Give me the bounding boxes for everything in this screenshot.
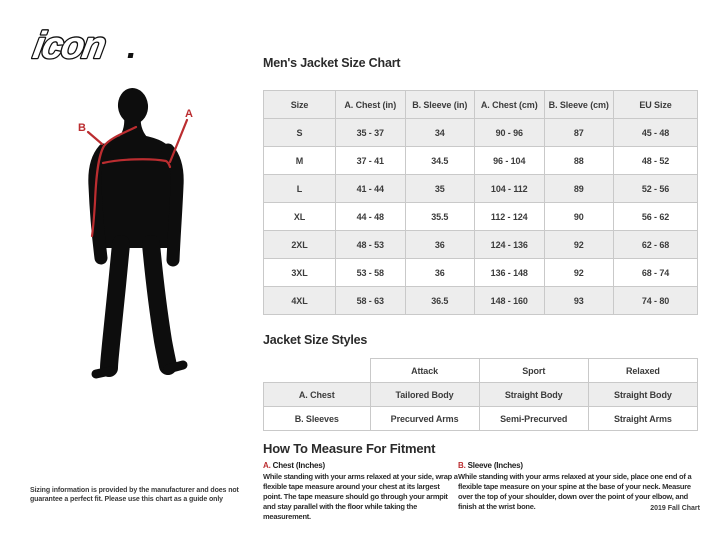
table-cell: 104 - 112 — [475, 175, 545, 203]
table-row — [264, 259, 698, 287]
table-row — [264, 383, 698, 407]
measure-title: How To Measure For Fitment — [263, 441, 436, 456]
silhouette — [95, 87, 183, 374]
table-cell: Straight Body — [479, 383, 588, 407]
table-cell: 74 - 80 — [614, 287, 698, 315]
logo-text: icon — [30, 24, 108, 67]
table-cell: 44 - 48 — [336, 203, 406, 231]
table-cell: 90 — [544, 203, 614, 231]
table-cell: L — [264, 175, 336, 203]
table-row — [264, 407, 698, 431]
table-cell: S — [264, 119, 336, 147]
table-cell: 36.5 — [405, 287, 475, 315]
size-chart-table — [263, 90, 698, 315]
table-cell: 112 - 124 — [475, 203, 545, 231]
body-measurement-diagram — [40, 78, 260, 413]
table-row — [264, 287, 698, 315]
table-cell: 92 — [544, 259, 614, 287]
label-b: B — [78, 122, 86, 134]
table-row — [264, 175, 698, 203]
measure-text-sleeve: While standing with your arms relaxed at your side, place one end of a flexible tape measure on your spine at the base of your neck. Measure over the top of your shoulder, down over the point of your elbow, and finish at the wrist bone. — [458, 472, 692, 511]
table-cell: 52 - 56 — [614, 175, 698, 203]
measure-label-sleeve-text: Sleeve (Inches) — [467, 461, 523, 470]
column-header: B. Sleeve (cm) — [544, 91, 614, 119]
table-cell: 41 - 44 — [336, 175, 406, 203]
column-header: Size — [264, 91, 336, 119]
table-cell: 37 - 41 — [336, 147, 406, 175]
measure-label-chest-prefix: A. — [263, 461, 271, 470]
chart-version: 2019 Fall Chart — [650, 505, 700, 512]
header-row — [264, 91, 698, 119]
table-cell: Precurved Arms — [370, 407, 479, 431]
table-cell: 68 - 74 — [614, 259, 698, 287]
table-cell: 88 — [544, 147, 614, 175]
column-header: A. Chest (in) — [336, 91, 406, 119]
measure-label-sleeve-prefix: B. — [458, 461, 466, 470]
table-cell: Tailored Body — [370, 383, 479, 407]
table-cell: 3XL — [264, 259, 336, 287]
table-cell: 87 — [544, 119, 614, 147]
measure-text-chest: While standing with your arms relaxed at your side, wrap a flexible tape measure around your chest at its largest point. The tape measure should go through your armpit and stay parallel with the floor while taking the measurement. — [263, 472, 458, 521]
table-cell: 36 — [405, 259, 475, 287]
table-cell: 136 - 148 — [475, 259, 545, 287]
table-cell: 48 - 53 — [336, 231, 406, 259]
table-cell: Straight Arms — [588, 407, 697, 431]
table-row — [264, 231, 698, 259]
table-cell: XL — [264, 203, 336, 231]
table-cell: 34 — [405, 119, 475, 147]
column-header: Relaxed — [588, 359, 697, 383]
column-header: Attack — [370, 359, 479, 383]
column-header: EU Size — [614, 91, 698, 119]
column-header — [264, 359, 371, 383]
table-cell: Straight Body — [588, 383, 697, 407]
table-cell: A. Chest — [264, 383, 371, 407]
table-cell: 93 — [544, 287, 614, 315]
header-row — [264, 359, 698, 383]
measure-label-chest — [263, 461, 459, 470]
table-row — [264, 203, 698, 231]
table-cell: 58 - 63 — [336, 287, 406, 315]
table-cell: 48 - 52 — [614, 147, 698, 175]
styles-title: Jacket Size Styles — [263, 333, 368, 347]
table-cell: 45 - 48 — [614, 119, 698, 147]
trademark-dot — [128, 53, 134, 58]
table-cell: 34.5 — [405, 147, 475, 175]
label-b-pointer — [88, 132, 102, 144]
measure-section-chest — [263, 461, 459, 522]
table-cell: B. Sleeves — [264, 407, 371, 431]
table-cell: 35.5 — [405, 203, 475, 231]
column-header: Sport — [479, 359, 588, 383]
table-cell: 96 - 104 — [475, 147, 545, 175]
table-cell: 62 - 68 — [614, 231, 698, 259]
table-cell: 35 — [405, 175, 475, 203]
table-cell: 124 - 136 — [475, 231, 545, 259]
table-cell: 90 - 96 — [475, 119, 545, 147]
table-cell: Semi-Precurved — [479, 407, 588, 431]
page-title: Men's Jacket Size Chart — [263, 56, 401, 70]
measure-label-chest-text: Chest (Inches) — [272, 461, 325, 470]
label-a: A — [185, 108, 193, 120]
table-cell: 148 - 160 — [475, 287, 545, 315]
table-cell: 53 - 58 — [336, 259, 406, 287]
table-cell: 89 — [544, 175, 614, 203]
table-cell: 2XL — [264, 231, 336, 259]
column-header: B. Sleeve (in) — [405, 91, 475, 119]
column-header: A. Chest (cm) — [475, 91, 545, 119]
table-row — [264, 119, 698, 147]
icon-logo-graphic — [22, 22, 172, 70]
measure-label-sleeve — [458, 461, 702, 470]
table-cell: M — [264, 147, 336, 175]
table-cell: 56 - 62 — [614, 203, 698, 231]
table-cell: 35 - 37 — [336, 119, 406, 147]
icon-logo — [22, 22, 172, 75]
style-chart-table — [263, 358, 698, 431]
table-cell: 92 — [544, 231, 614, 259]
table-row — [264, 147, 698, 175]
figure-silhouette-graphic — [40, 78, 260, 408]
disclaimer-note: Sizing information is provided by the manufacturer and does not guarantee a perfect fit. Please use this chart as a guide only — [30, 487, 239, 503]
table-cell: 36 — [405, 231, 475, 259]
table-cell: 4XL — [264, 287, 336, 315]
